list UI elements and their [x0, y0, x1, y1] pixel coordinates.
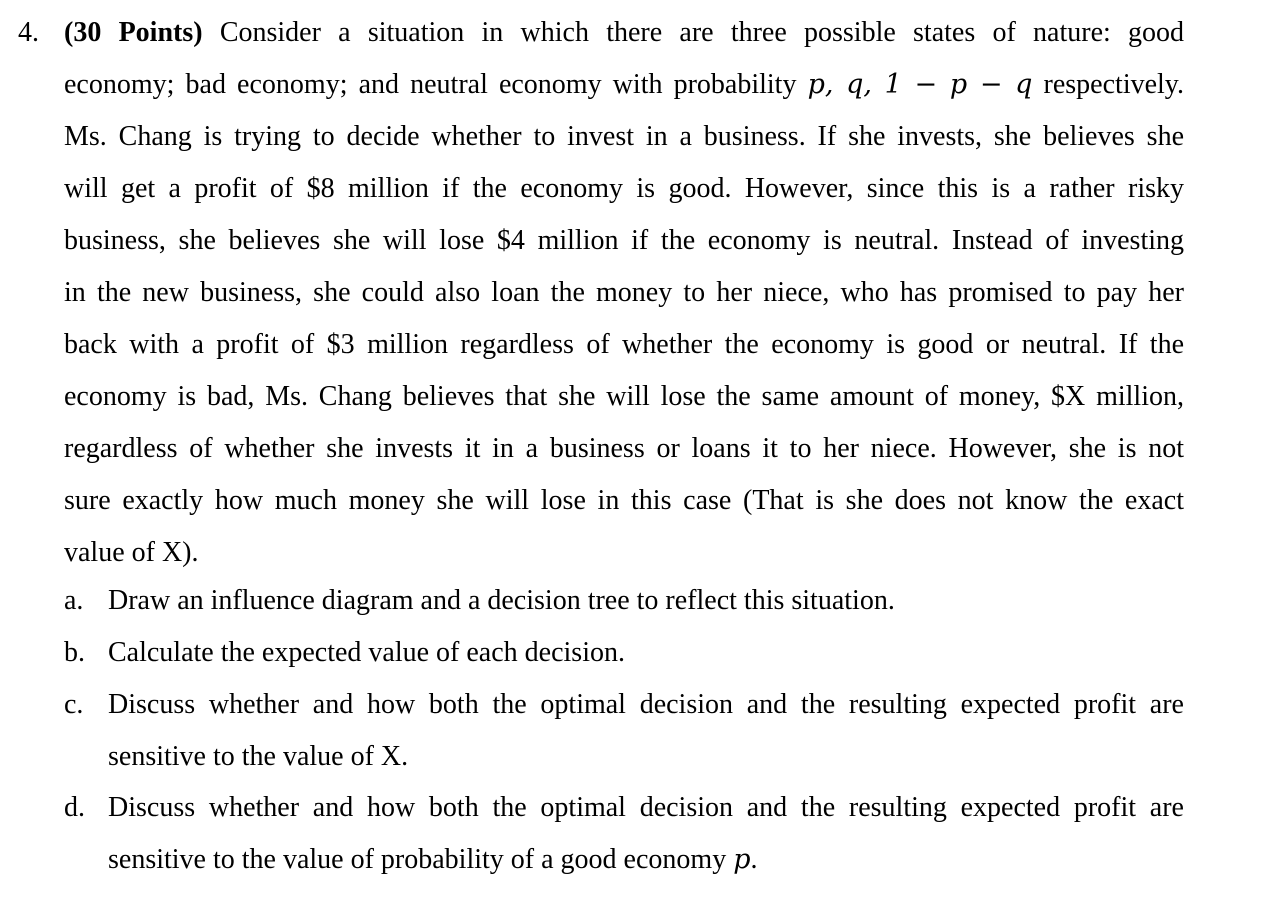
question-body-line: regardless of whether she invests it in a business or loans it to her niece. However, she is not — [64, 433, 1184, 464]
question-body-line: sure exactly how much money she will lose in this case (That is she does not know the exact — [64, 485, 1184, 516]
part-label: c. — [64, 689, 84, 720]
part-label: a. — [64, 585, 84, 616]
part-text: sensitive to the value of X. — [108, 741, 409, 772]
part-text: Draw an influence diagram and a decision tree to reflect this situation. — [108, 585, 895, 616]
question-line-2-post: respectively. — [1043, 69, 1184, 100]
question-body-line: back with a profit of $3 million regardless of whether the economy is good or neutral. If the — [64, 329, 1184, 360]
question-line-2-pre: economy; bad economy; and neutral economy with probability — [64, 69, 797, 100]
question-body-line: in the new business, she could also loan the money to her niece, who has promised to pay her — [64, 277, 1184, 308]
part-text-post: . — [750, 844, 758, 875]
part-text: Discuss whether and how both the optimal decision and the resulting expected profit are — [108, 689, 1184, 720]
question-body-line: economy is bad, Ms. Chang believes that she will lose the same amount of money, $X million, — [64, 381, 1184, 412]
question-body-line: Ms. Chang is trying to decide whether to invest in a business. If she invests, she believes she — [64, 121, 1184, 152]
part-label: b. — [64, 637, 85, 668]
question-line-1: Consider a situation in which there are three possible states of nature: good — [219, 17, 1185, 48]
question-body-line: will get a profit of $8 million if the economy is good. However, since this is a rather risky — [64, 173, 1184, 204]
part-text: Discuss whether and how both the optimal decision and the resulting expected profit are — [108, 792, 1184, 823]
probability-expression: p, q, 1 − p − q — [807, 69, 1033, 100]
part-text: Calculate the expected value of each decision. — [108, 637, 625, 668]
question-body — [64, 111, 1184, 579]
part-label: d. — [64, 792, 85, 823]
question-number: 4. — [18, 17, 39, 48]
question-line-2 — [64, 59, 1184, 111]
question-points: (30 Points) — [64, 17, 203, 48]
question-body-line: business, she believes she will lose $4 million if the economy is neutral. Instead of investing — [64, 225, 1184, 256]
question-body-line: value of X). — [64, 537, 199, 568]
probability-p: p — [733, 844, 751, 875]
question-first-line — [64, 7, 1184, 59]
part-text-last — [108, 834, 1184, 886]
part-text-pre: sensitive to the value of probability of a good economy — [108, 844, 727, 875]
